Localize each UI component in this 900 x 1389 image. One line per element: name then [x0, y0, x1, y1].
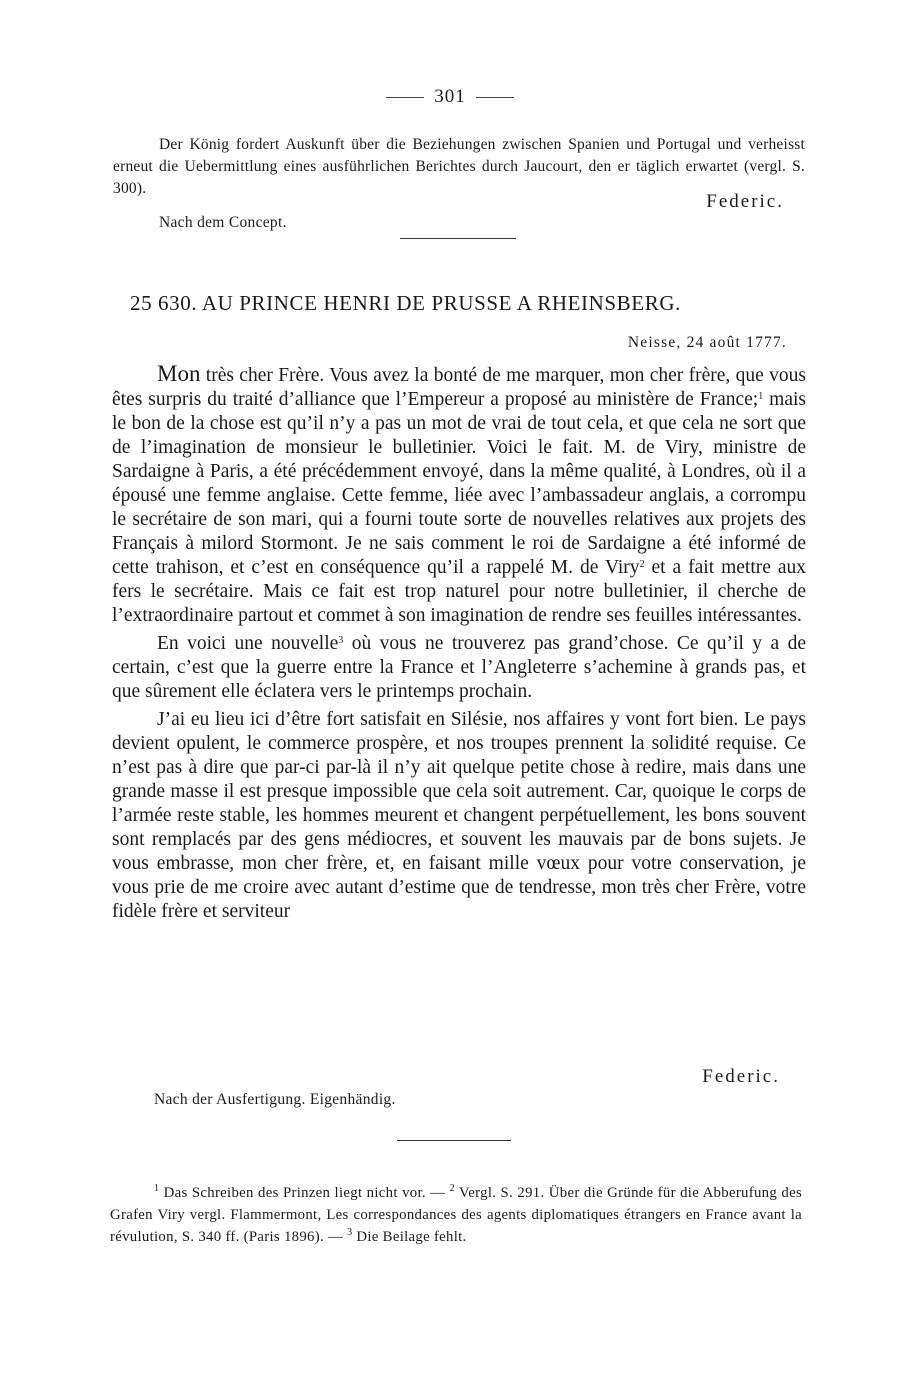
page-number: 301 [434, 86, 466, 107]
footnote-number: 3 [347, 1227, 353, 1238]
footnote-number: 2 [449, 1183, 455, 1194]
section-divider [400, 238, 516, 239]
letter-opening-word: Mon [157, 361, 201, 386]
letter-signature: Federic. [702, 1066, 780, 1087]
summary-source-note: Nach dem Concept. [159, 214, 287, 231]
letter-text: En voici une nouvelle [157, 633, 339, 654]
page-number-line [0, 86, 900, 108]
letter-heading: 25 630. AU PRINCE HENRI DE PRUSSE A RHEINSBERG. [130, 291, 681, 315]
footnote-text: Die Beilage fehlt. [352, 1229, 467, 1245]
page-number-dash-right [476, 97, 514, 98]
letter-text: et a fait mettre aux fers le secrétaire. Mais ce fait est trop naturel pour notre bulletinier, il cherche de l’extraordinaire partout et commet à son imagination de rendre ses feuilles intéressantes. [112, 557, 806, 626]
summary-signature: Federic. [706, 191, 784, 212]
footnote-marker: 3 [338, 635, 344, 646]
letter-text: mais le bon de la chose est qu’il n’y a pas un mot de vrai de tout cela, et que cela ne sort que de l’imagination de monsieur le bulletinier. Voici le fait. M. de Viry, ministre de Sardaigne à Paris, a été précédemment envoyé, dans la même qualité, à Londres, où il a épousé une femme anglaise. Cette femme, liée avec l’ambassadeur anglais, a corrompu le secrétaire de son mari, qui a fourni toute sorte de nouvelles relatives aux projets des Français à milord Stormont. Je ne sais comment le roi de Sardaigne a été informé de cette trahison, et c’est en conséquence qu’il a rappelé M. de Viry [112, 389, 806, 578]
letter-text: où vous ne trouverez pas grand’chose. Ce qu’il y a de certain, c’est que la guerre entre la France et l’Angleterre s’achemine à grands pas, et que sûrement elle éclatera vers le printemps prochain. [112, 633, 807, 702]
footnote-text: Das Schreiben des Prinzen liegt nicht vor. — [159, 1185, 450, 1201]
summary-paragraph: Der König fordert Auskunft über die Beziehungen zwischen Spanien und Portugal und verheisst erneut die Uebermittlung eines ausführlichen Berichtes durch Jaucourt, den er täglich erwartet (vergl. S. 300). [113, 136, 805, 197]
page-number-dash-left [386, 97, 424, 98]
letter-paragraph-1 [112, 362, 806, 628]
letter-place-date: Neisse, 24 août 1777. [627, 334, 787, 351]
footnote-divider [397, 1140, 511, 1141]
letter-paragraph-2 [112, 632, 806, 704]
letter-text: très cher Frère. Vous avez la bonté de me marquer, mon cher frère, que vous êtes surpris du traité d’alliance que l’Empereur a proposé au ministère de France; [112, 365, 806, 410]
footnote-marker: 1 [758, 391, 764, 402]
letter-paragraph-3: J’ai eu lieu ici d’être fort satisfait en Silésie, nos affaires y vont fort bien. Le pays devient opulent, le commerce prospère, et nos troupes prennent la solidité requise. Ce n’est pas à dire que par-ci par-là il n’y ait quelque petite chose à redire, mais dans une grande masse il est presque impossible que cela soit autrement. Car, quoique le corps de l’armée reste stable, les hommes meurent et changent perpétuellement, les bons souvent sont remplacés par des gens médiocres, et souvent les mauvais par de bons sujets. Je vous embrasse, mon cher frère, et, en faisant mille vœux pour votre conservation, je vous prie de me croire avec autant d’estime que de tendresse, mon très cher Frère, votre fidèle frère et serviteur [112, 709, 806, 922]
footnotes [110, 1182, 802, 1248]
footnote-number: 1 [154, 1183, 160, 1194]
letter-source-note: Nach der Ausfertigung. Eigenhändig. [154, 1091, 396, 1108]
footnote-text: Vergl. S. 291. Über die Gründe für die Abberufung des Grafen Viry vergl. Flammermont, Les correspondances des agents diplomatiques étrangers en France avant la révulution, S. 340 ff. (Paris 1896). — [110, 1185, 803, 1245]
letter-body [112, 362, 806, 928]
footnote-marker: 2 [639, 559, 645, 570]
